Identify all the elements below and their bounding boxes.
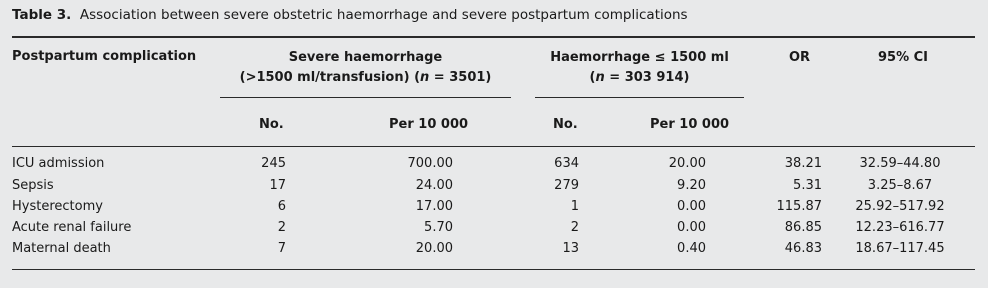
- cell-complication: Hysterectomy: [12, 199, 103, 214]
- cell-complication: Sepsis: [12, 178, 54, 193]
- cell-no-1: 17: [269, 178, 286, 193]
- cell-or: 86.85: [784, 220, 822, 235]
- header-per-2: Per 10 000: [650, 117, 730, 132]
- cell-ci: 18.67–117.45: [855, 241, 945, 256]
- cell-no-2: 1: [570, 199, 579, 214]
- cell-no-2: 13: [562, 241, 579, 256]
- header-no-1: No.: [259, 117, 284, 132]
- cell-no-1: 245: [261, 156, 286, 171]
- cell-or: 115.87: [776, 199, 822, 214]
- header-group2-line1: Haemorrhage ≤ 1500 ml: [550, 50, 729, 65]
- cell-ci: 3.25–8.67: [867, 178, 933, 193]
- header-rule: [12, 146, 975, 147]
- cell-or: 38.21: [784, 156, 822, 171]
- header-ci: 95% CI: [878, 50, 929, 65]
- header-group2-line2: (n = 303 914): [589, 70, 690, 85]
- cell-complication: Maternal death: [12, 241, 111, 256]
- group2-underline: [535, 97, 744, 98]
- cell-per-1: 20.00: [415, 241, 453, 256]
- cell-no-2: 2: [570, 220, 579, 235]
- table-label: Table 3.: [12, 7, 72, 23]
- cell-ci: 32.59–44.80: [859, 156, 941, 171]
- header-complication: Postpartum complication: [12, 49, 197, 64]
- cell-per-2: 20.00: [668, 156, 706, 171]
- cell-per-1: 17.00: [415, 199, 453, 214]
- cell-complication: ICU admission: [12, 156, 105, 171]
- header-no-2: No.: [553, 117, 578, 132]
- cell-no-1: 6: [277, 199, 286, 214]
- cell-or: 46.83: [784, 241, 822, 256]
- cell-per-1: 700.00: [407, 156, 453, 171]
- cell-no-2: 279: [554, 178, 579, 193]
- table-caption: [12, 7, 688, 23]
- cell-per-1: 5.70: [424, 220, 453, 235]
- header-per-1: Per 10 000: [389, 117, 469, 132]
- cell-per-2: 0.00: [677, 199, 706, 214]
- header-group1-line1: Severe haemorrhage: [288, 50, 443, 65]
- header-group1-line2: (>1500 ml/transfusion) (n = 3501): [239, 70, 492, 85]
- group1-underline: [220, 97, 511, 98]
- cell-no-1: 2: [277, 220, 286, 235]
- cell-or: 5.31: [793, 178, 822, 193]
- cell-ci: 25.92–517.92: [855, 199, 945, 214]
- cell-ci: 12.23–616.77: [855, 220, 945, 235]
- cell-complication: Acute renal failure: [12, 220, 132, 235]
- top-rule: [12, 36, 975, 38]
- cell-per-1: 24.00: [415, 178, 453, 193]
- bottom-rule: [12, 269, 975, 270]
- header-or: OR: [789, 50, 811, 65]
- cell-no-1: 7: [277, 241, 286, 256]
- table-title: Association between severe obstetric haemorrhage and severe postpartum complications: [79, 7, 688, 23]
- cell-per-2: 9.20: [677, 178, 706, 193]
- cell-per-2: 0.00: [677, 220, 706, 235]
- cell-per-2: 0.40: [677, 241, 706, 256]
- cell-no-2: 634: [554, 156, 579, 171]
